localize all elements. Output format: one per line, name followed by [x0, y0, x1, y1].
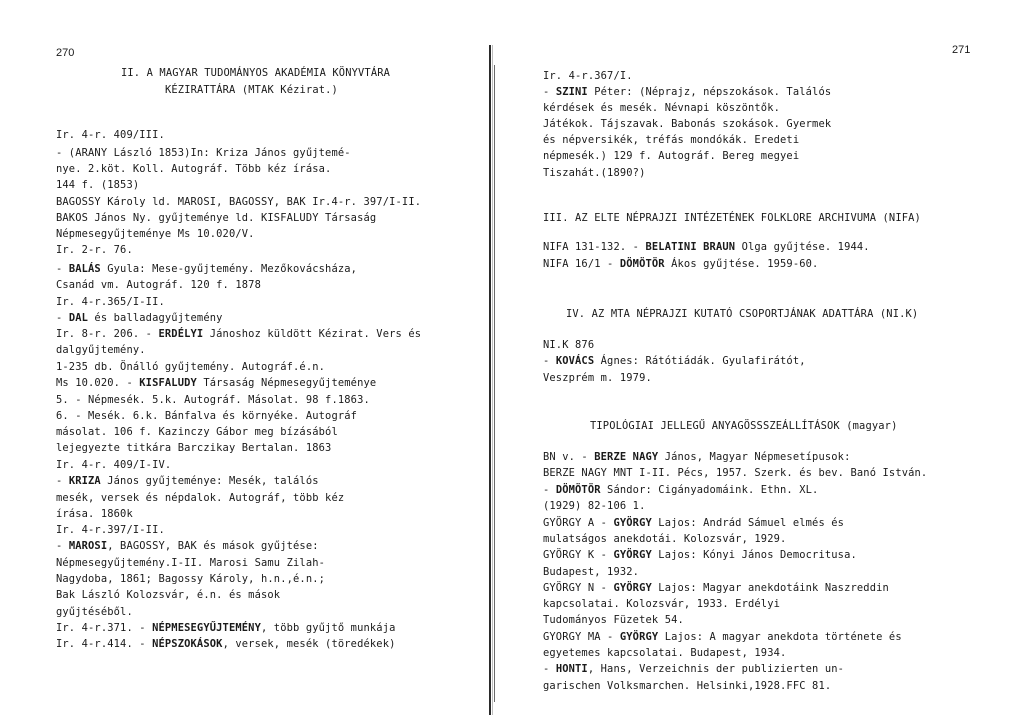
- entry-line: - (ARANY László 1853)In: Kriza János gyűjtemé-: [56, 147, 351, 159]
- entry-line: lejegyezte titkára Barczikay Bertalan. 1863: [56, 442, 332, 454]
- entry-line: Ir. 2-r. 76.: [56, 244, 133, 256]
- entry-line: mesék, versek és népdalok. Autográf, több kéz: [56, 492, 345, 504]
- entry-line: GYÖRGY N - GYÖRGY Lajos: Magyar anekdotáink Naszreddin: [543, 582, 889, 594]
- entry-line: - DAL és balladagyűjtemény: [56, 312, 223, 324]
- entry-line: NIFA 131-132. - BELATINI BRAUN Olga gyűjtése. 1944.: [543, 241, 870, 253]
- entry-line: - BALÁS Gyula: Mese-gyűjtemény. Mezőkovácsháza,: [56, 263, 358, 275]
- entry-line: népmesék.) 129 f. Autográf. Bereg megyei: [543, 150, 800, 162]
- entry-line: BAKOS János Ny. gyűjteménye ld. KISFALUDY Társaság: [56, 212, 377, 224]
- entry-line: írása. 1860k: [56, 508, 133, 520]
- entry-line: Játékok. Tájszavak. Babonás szokások. Gyermek: [543, 118, 832, 130]
- entry-line: mulatságos anekdotái. Kolozsvár, 1929.: [543, 533, 787, 545]
- entry-line: másolat. 106 f. Kazinczy Gábor meg bízásából: [56, 426, 338, 438]
- entry-line: BAGOSSY Károly ld. MAROSI, BAGOSSY, BAK Ir.4-r. 397/I-II.: [56, 196, 422, 208]
- entry-line: nye. 2.köt. Koll. Autográf. Több kéz írása.: [56, 163, 332, 175]
- section-heading-tipologiai: TIPOLÓGIAI JELLEGŰ ANYAGÖSSSZEÁLLÍTÁSOK (magyar): [590, 420, 898, 432]
- entry-line: 6. - Mesék. 6.k. Bánfalva és környéke. Autográf: [56, 410, 358, 422]
- entry-line: Budapest, 1932.: [543, 566, 640, 578]
- entry-line: Ir. 4-r.365/I-II.: [56, 296, 165, 308]
- entry-line: Csanád vm. Autográf. 120 f. 1878: [56, 279, 261, 291]
- entry-line: NI.K 876: [543, 339, 595, 351]
- entry-line: NIFA 16/1 - DÖMÖTÖR Ákos gyűjtése. 1959-60.: [543, 258, 819, 270]
- entry-line: - KOVÁCS Ágnes: Rátótiádák. Gyulafirátót,: [543, 355, 806, 367]
- entry-line: 5. - Népmesék. 5.k. Autográf. Másolat. 98 f.1863.: [56, 394, 370, 406]
- entry-line: - HONTI, Hans, Verzeichnis der publizierten un-: [543, 663, 845, 675]
- book-gutter: [488, 45, 498, 715]
- entry-line: Ms 10.020. - KISFALUDY Társaság Népmesegyűjteménye: [56, 377, 377, 389]
- entry-line: Nagydoba, 1861; Bagossy Károly, h.n.,é.n.;: [56, 573, 326, 585]
- entry-line: - KRIZA János gyűjteménye: Mesék, találós: [56, 475, 319, 487]
- entry-line: kapcsolatai. Kolozsvár, 1933. Erdélyi: [543, 598, 781, 610]
- entry-line: Ir. 8-r. 206. - ERDÉLYI Jánoshoz küldött Kézirat. Vers és: [56, 328, 422, 340]
- entry-line: (1929) 82-106 1.: [543, 500, 646, 512]
- entry-line: egyetemes kapcsolatai. Budapest, 1934.: [543, 647, 787, 659]
- entry-line: Tiszahát.(1890?): [543, 167, 646, 179]
- entry-line: és népversikék, tréfás mondókák. Eredeti: [543, 134, 800, 146]
- entry-line: Ir. 4-r.371. - NÉPMESEGYŰJTEMÉNY, több gyűjtő munkája: [56, 622, 396, 634]
- entry-line: kérdések és mesék. Névnapi köszöntők.: [543, 102, 781, 114]
- section-heading-nifa: III. AZ ELTE NÉPRAJZI INTÉZETÉNEK FOLKLORE ARCHIVUMA (NIFA): [543, 212, 921, 224]
- entry-line: - MAROSI, BAGOSSY, BAK és mások gyűjtése:: [56, 540, 319, 552]
- entry-line: Ir. 4-r. 409/I-IV.: [56, 459, 172, 471]
- entry-line: Népmesegyűjteménye Ms 10.020/V.: [56, 228, 255, 240]
- entry-line: - DÖMÖTÖR Sándor: Cigányadomáink. Ethn. XL.: [543, 484, 819, 496]
- entry-line: Ir. 4-r.414. - NÉPSZOKÁSOK, versek, mesék (töredékek): [56, 638, 396, 650]
- section-heading-nik: IV. AZ MTA NÉPRAJZI KUTATÓ CSOPORTJÁNAK ADATTÁRA (NI.K): [566, 308, 919, 320]
- entry-line: GYORGY MA - GYÖRGY Lajos: A magyar anekdota története és: [543, 631, 902, 643]
- entry-line: dalgyűjtemény.: [56, 344, 146, 356]
- entry-line: Ir. 4-r.367/I.: [543, 70, 633, 82]
- entry-line: 144 f. (1853): [56, 179, 140, 191]
- page-number-left: 270: [56, 47, 75, 59]
- entry-line: - SZINI Péter: (Néprajz, népszokások. Találós: [543, 86, 832, 98]
- page-number-right: 271: [952, 44, 971, 56]
- entry-line: gyűjtéséből.: [56, 606, 133, 618]
- entry-line: Ir. 4-r. 409/III.: [56, 129, 165, 141]
- entry-line: Veszprém m. 1979.: [543, 372, 652, 384]
- section-heading-left-1: II. A MAGYAR TUDOMÁNYOS AKADÉMIA KÖNYVTÁRA: [121, 67, 391, 79]
- entry-line: Népmesegyűjtemény.I-II. Marosi Samu Zilah-: [56, 557, 326, 569]
- entry-line: Ir. 4-r.397/I-II.: [56, 524, 165, 536]
- entry-line: Bak László Kolozsvár, é.n. és mások: [56, 589, 281, 601]
- entry-line: garischen Volksmarchen. Helsinki,1928.FFC 81.: [543, 680, 832, 692]
- entry-line: GYÖRGY K - GYÖRGY Lajos: Kónyi János Democritusa.: [543, 549, 857, 561]
- entry-line: GYÖRGY A - GYÖRGY Lajos: Andrád Sámuel elmés és: [543, 517, 845, 529]
- entry-line: Tudományos Füzetek 54.: [543, 614, 684, 626]
- section-heading-left-2: KÉZIRATTÁRA (MTAK Kézirat.): [165, 84, 338, 96]
- entry-line: 1-235 db. Önálló gyűjtemény. Autográf.é.n.: [56, 361, 326, 373]
- entry-line: BERZE NAGY MNT I-II. Pécs, 1957. Szerk. és bev. Banó István.: [543, 467, 928, 479]
- entry-line: BN v. - BERZE NAGY János, Magyar Népmesetípusok:: [543, 451, 851, 463]
